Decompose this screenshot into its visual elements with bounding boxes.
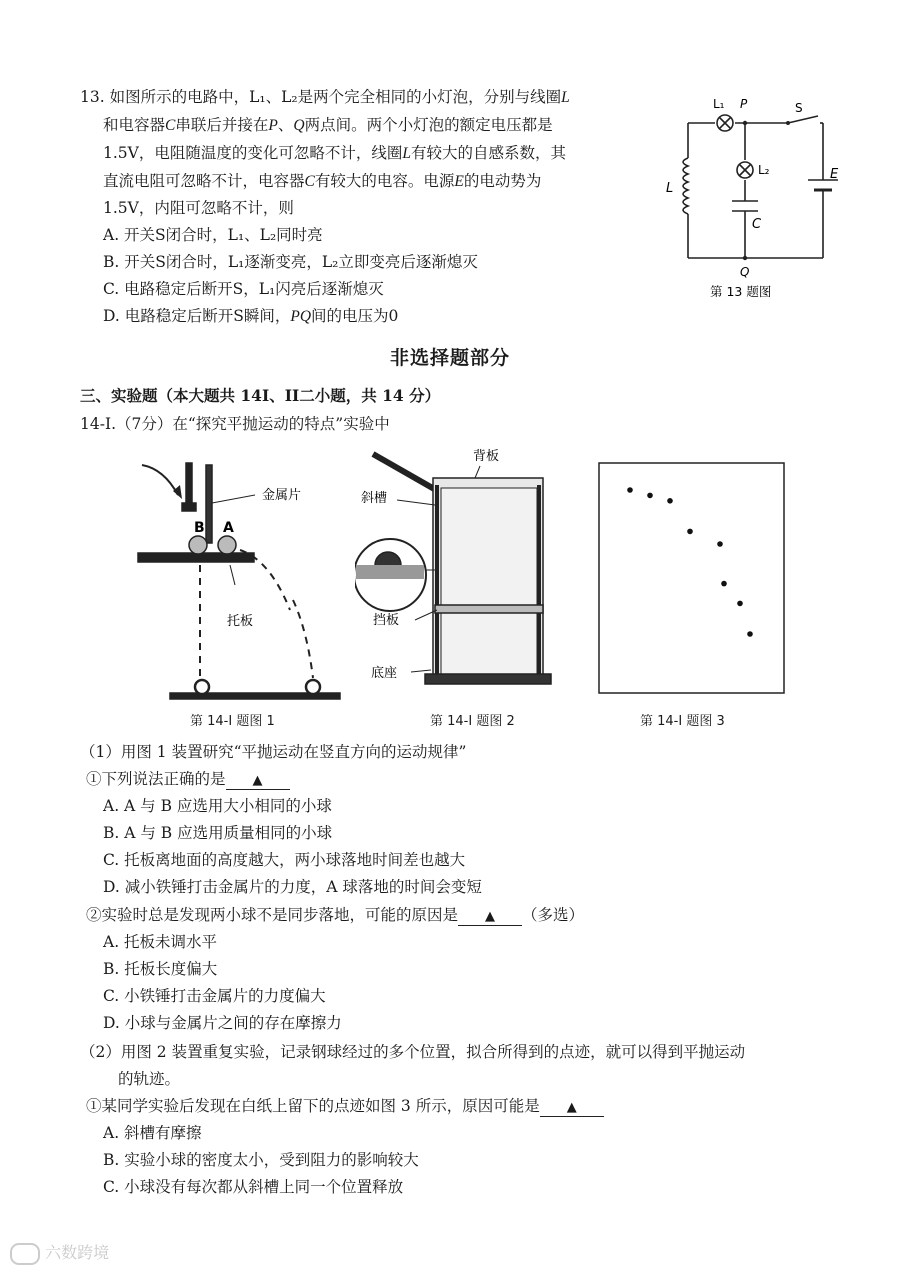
part1-q2-option-b: B. 托板长度偏大 xyxy=(103,960,218,978)
label-q: Q xyxy=(740,265,750,279)
part3-heading: 三、实验题（本大题共 14I、II二小题，共 14 分） xyxy=(80,386,441,405)
q14-figure-3-caption: 第 14-I 题图 3 xyxy=(640,714,725,729)
label-baffle: 挡板 xyxy=(373,613,400,628)
q13-line-4: 直流电阻可忽略不计，电容器C有较大的电容。电源E的电动势为 xyxy=(103,172,542,190)
watermark xyxy=(10,1240,109,1265)
part1-q1-option-b: B. A 与 B 应选用质量相同的小球 xyxy=(103,824,333,842)
part1-q2-option-d: D. 小球与金属片之间的存在摩擦力 xyxy=(103,1014,342,1032)
q14-figure-2 xyxy=(355,440,555,698)
q13-option-a: A. 开关S闭合时，L₁、L₂同时亮 xyxy=(103,226,323,244)
part1-q1-option-a: A. A 与 B 应选用大小相同的小球 xyxy=(103,797,332,815)
part1-q1-option-c: C. 托板离地面的高度越大，两小球落地时间差也越大 xyxy=(103,851,466,869)
part1-q2-option-c: C. 小铁锤打击金属片的力度偏大 xyxy=(103,987,326,1005)
label-l1: L₁ xyxy=(713,97,725,111)
part1-q1: ①下列说法正确的是 ▲ xyxy=(86,768,290,790)
q13-option-d: D. 电路稳定后断开S瞬间，PQ间的电压为0 xyxy=(103,307,399,325)
label-ball-a: A xyxy=(223,520,234,536)
label-tray: 托板 xyxy=(227,614,254,629)
trajectory-point xyxy=(667,498,673,504)
q14-figure-3 xyxy=(598,462,785,694)
label-c: C xyxy=(752,217,762,232)
part2-q1: ①某同学实验后发现在白纸上留下的点迹如图 3 所示，原因可能是 ▲ xyxy=(86,1095,604,1117)
watermark-logo-icon xyxy=(10,1243,40,1265)
answer-blank[interactable]: ▲ xyxy=(226,773,290,790)
node-q-dot xyxy=(743,256,747,260)
label-chute: 斜槽 xyxy=(361,491,388,506)
trajectory-point xyxy=(627,487,633,493)
switch-pivot-dot xyxy=(786,121,790,125)
q14-figure-2-caption: 第 14-I 题图 2 xyxy=(430,714,515,729)
label-ball-b: B xyxy=(194,520,205,536)
section-title: 非选择题部分 xyxy=(389,347,510,369)
q14-figure-1-caption: 第 14-I 题图 1 xyxy=(190,714,275,729)
label-l: L xyxy=(666,181,674,196)
part2-title-line-2: 的轨迹。 xyxy=(118,1070,181,1088)
q13-circuit-diagram xyxy=(660,88,860,303)
answer-blank[interactable]: ▲ xyxy=(458,909,522,926)
label-backboard: 背板 xyxy=(473,449,500,464)
part2-title-line-1: （2）用图 2 装置重复实验，记录钢球经过的多个位置，拟合所得到的点迹，就可以得到平抛运动 xyxy=(80,1043,746,1061)
label-s: S xyxy=(795,101,803,115)
q13-option-c: C. 电路稳定后断开S，L₁闪亮后逐渐熄灭 xyxy=(103,280,384,298)
trajectory-point xyxy=(687,529,693,535)
q14-figure-1 xyxy=(130,455,350,705)
part1-q2-option-a: A. 托板未调水平 xyxy=(103,933,218,951)
trajectory-point xyxy=(717,541,723,547)
label-l2: L₂ xyxy=(758,163,770,177)
label-base: 底座 xyxy=(371,666,398,681)
part1-title: （1）用图 1 装置研究“平抛运动在竖直方向的运动规律” xyxy=(80,743,467,761)
q13-line-1: 13. 如图所示的电路中，L₁、L₂是两个完全相同的小灯泡，分别与线圈L xyxy=(80,88,570,106)
answer-blank[interactable]: ▲ xyxy=(540,1100,604,1117)
watermark-text: 六数跨境 xyxy=(45,1243,110,1262)
q14-intro: 14-I.（7分）在“探究平抛运动的特点”实验中 xyxy=(80,415,390,433)
q13-line-2: 和电容器C串联后并接在P、Q两点间。两个小灯泡的额定电压都是 xyxy=(103,116,553,134)
q13-line-5: 1.5V，内阻可忽略不计，则 xyxy=(103,199,294,217)
part2-q1-option-a: A. 斜槽有摩擦 xyxy=(103,1124,202,1142)
trajectory-point xyxy=(647,493,653,499)
part1-q1-option-d: D. 减小铁锤打击金属片的力度，A 球落地的时间会变短 xyxy=(103,878,482,896)
label-p: P xyxy=(740,97,748,111)
trajectory-point xyxy=(737,601,743,607)
label-e: E xyxy=(830,167,839,182)
node-p-dot xyxy=(743,121,747,125)
q13-option-b: B. 开关S闭合时，L₁逐渐变亮，L₂立即变亮后逐渐熄灭 xyxy=(103,253,478,271)
part2-q1-option-b: B. 实验小球的密度太小，受到阻力的影响较大 xyxy=(103,1151,419,1169)
part1-q2: ②实验时总是发现两小球不是同步落地，可能的原因是 ▲ （多选） xyxy=(86,906,585,924)
q13-figure-caption: 第 13 题图 xyxy=(710,284,772,299)
label-metal-plate: 金属片 xyxy=(262,488,302,503)
figure-3-paper xyxy=(599,463,784,693)
part2-q1-option-c: C. 小球没有每次都从斜槽上同一个位置释放 xyxy=(103,1178,404,1196)
trajectory-point xyxy=(721,581,727,587)
trajectory-point xyxy=(747,631,753,637)
q13-line-3: 1.5V，电阻随温度的变化可忽略不计，线圈L有较大的自感系数，其 xyxy=(103,144,566,162)
